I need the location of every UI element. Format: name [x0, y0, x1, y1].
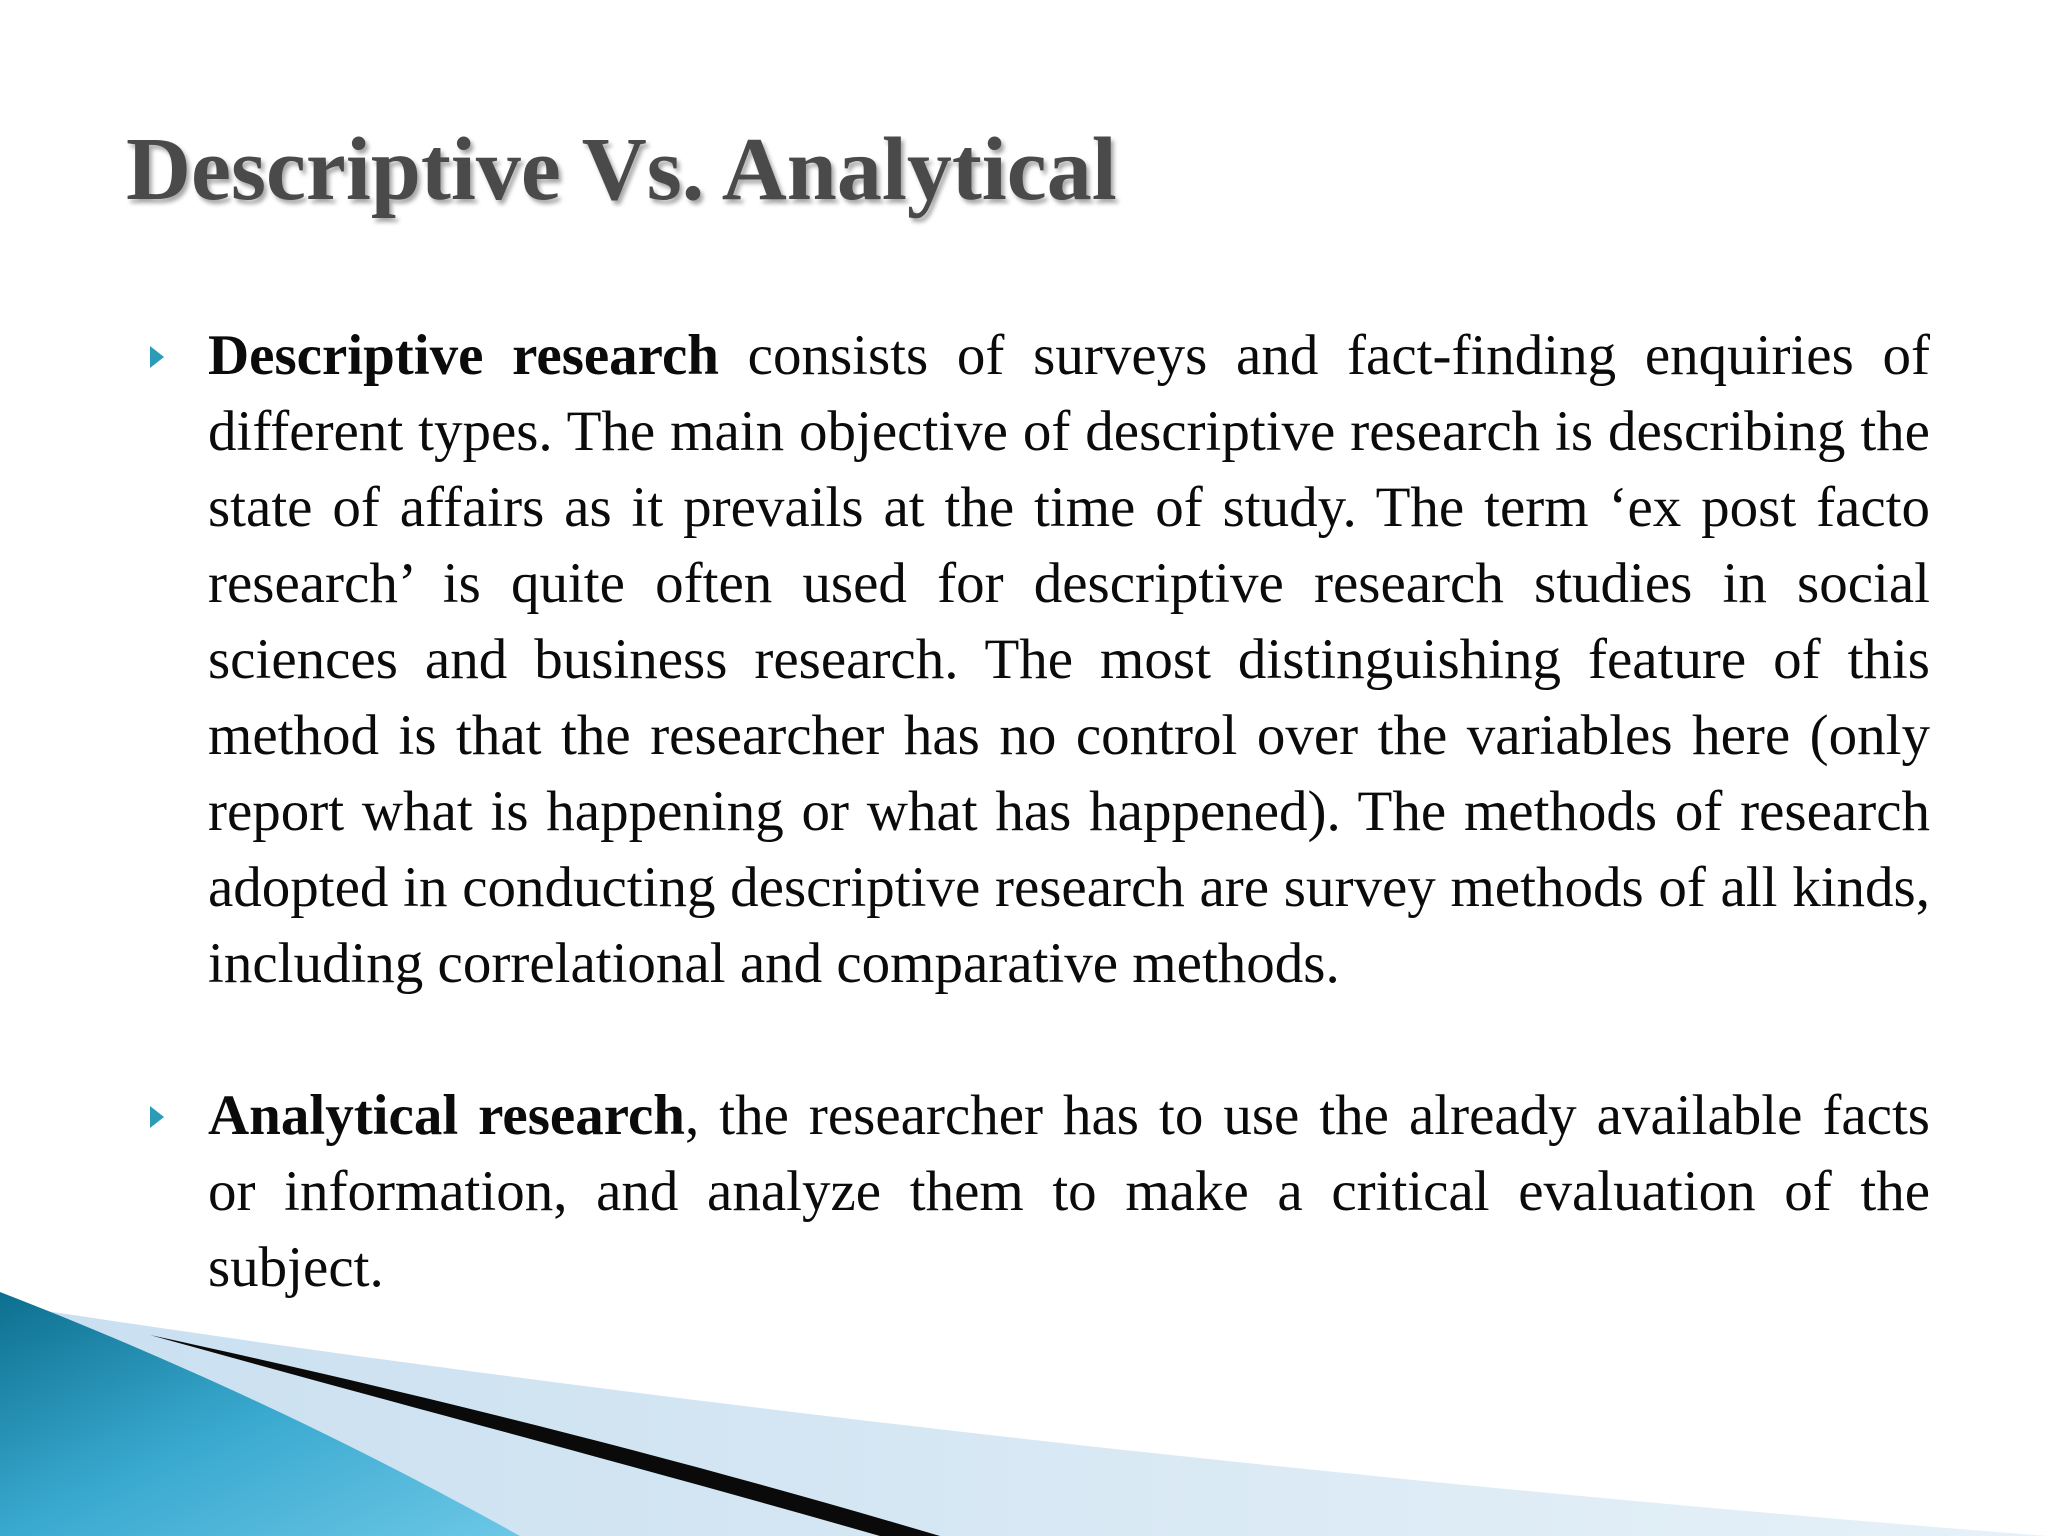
bullet-descriptive-research [150, 318, 1930, 1002]
bullet-term: Analytical research [208, 1084, 685, 1147]
triangle-right-icon [150, 1106, 164, 1128]
bullet-text: consists of surveys and fact-finding enquiries of different types. The main objective of descriptive research is describing the state of affairs as it prevails at the time of study. The term ‘ex post facto research’ is quite often used for descriptive research studies in social sciences and business research. The most distinguishing feature of this method is that the researcher has no control over the variables here (only report what is happening or what has happened). The methods of research adopted in conducting descriptive research are survey methods of all kinds, including correlational and comparative methods. [208, 324, 1930, 995]
slide-title: Descriptive Vs. Analytical [126, 120, 1117, 219]
bullet-list [150, 318, 1930, 1306]
bullet-text: , the researcher has to use the already available facts or information, and analyze them to make a critical evaluation of the subject. [208, 1084, 1930, 1299]
bullet-term: Descriptive research [208, 324, 719, 387]
bullet-analytical-research [150, 1078, 1930, 1306]
triangle-right-icon [150, 346, 164, 368]
